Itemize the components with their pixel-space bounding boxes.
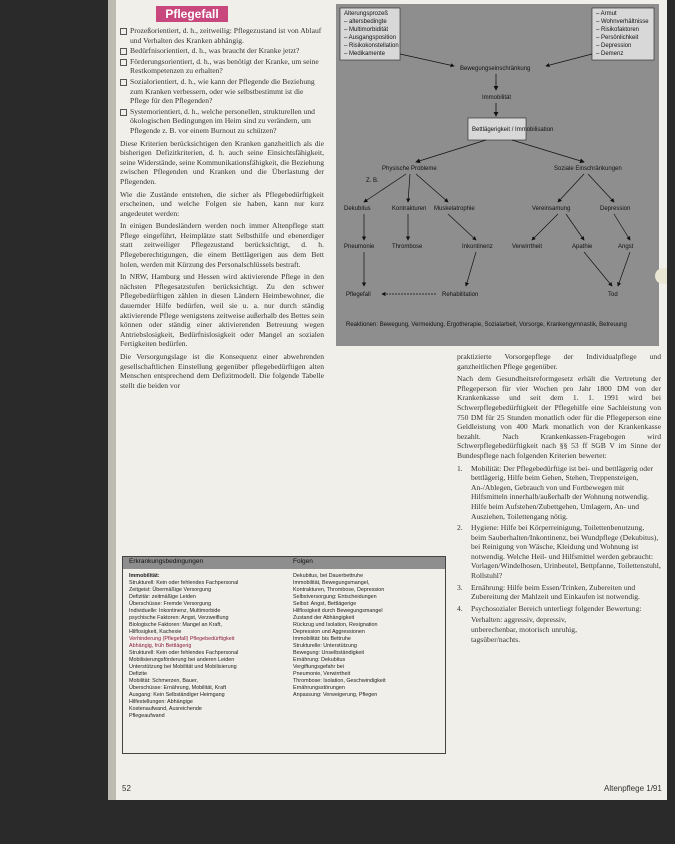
node-apathie: Apathie xyxy=(572,244,593,250)
right-box-line: – Persönlichkeit xyxy=(596,35,639,41)
table-cell: Defizitär: zeitmäßige Leiden xyxy=(129,594,196,600)
node-rehabilitation: Rehabilitation xyxy=(442,292,479,298)
table-cell: Kostenaufwand, Ausreichende xyxy=(129,706,202,712)
table-cell: Überschüsse: Fremde Versorgung xyxy=(129,601,212,607)
section-banner: Pflegefall xyxy=(156,6,228,22)
node-vereinsamung: Vereinsamung xyxy=(532,206,571,212)
table-cell: Dekubitus, bei Dauerbettruhe xyxy=(293,573,364,579)
table-cell: Abhängig, früh Bettlägerig xyxy=(129,643,192,649)
table-right-column xyxy=(293,573,386,699)
table-cell: Immobilität: bis Bettruhe xyxy=(293,636,351,642)
paragraph: In einigen Bundesländern werden noch immer Altenpflege statt Pflege eingeführt, Heimplätze statt Selbsthilfe und ebenerdiger statt zeitweiliger Pflegezustand berücksichtigt, d. h. Pflegeberechtigungen, die einem Bettlägerigen aus dem Bett holen, werden mit Kürzung des Personalschlüssels bestraft. xyxy=(120,221,324,269)
node-start: Bewegungseinschränkung xyxy=(460,66,531,72)
table-cell: psychische Faktoren: Angst, Verzweiflung xyxy=(129,615,229,621)
node-angst: Angst xyxy=(618,244,634,250)
table-cell: Unterstützung bei Mobilität und Mobilisierung xyxy=(129,664,237,670)
table-cell: Bewegung: Unselbständigkeit xyxy=(293,650,365,656)
table-cell: Rückzug und Isolation, Resignation xyxy=(293,622,378,628)
sub-item: unberechenbar, motorisch unruhig, xyxy=(471,625,577,635)
node-tod: Tod xyxy=(608,292,618,298)
table-cell: Thrombose: Isolation, Geschwindigkeit xyxy=(293,678,386,684)
table-cell: Hilflosigkeit durch Bewegungsmangel xyxy=(293,608,383,614)
table-cell: Hilflosigkeit, Kachexie xyxy=(129,629,182,635)
node-decubitus: Dekubitus xyxy=(344,206,371,212)
right-column xyxy=(457,352,661,644)
left-box-line: – Multimorbidität xyxy=(344,27,389,33)
node-depression: Depression xyxy=(600,206,631,212)
node-zb: Z. B. xyxy=(366,178,379,184)
table-cell: Mobilität: Schmerzen, Bauer, xyxy=(129,678,198,684)
table-cell: Zeitgeist: Übermäßige Versorgung xyxy=(129,587,212,593)
table-cell: Zustand der Abhängigkeit xyxy=(293,615,355,621)
legend-label: Reaktionen xyxy=(346,322,377,328)
node-atrophy: Muskelatrophie xyxy=(434,206,475,212)
list-item: Bedürfnisorientiert, d. h., was braucht der Kranke jetzt? xyxy=(120,46,324,56)
paragraph: In NRW, Hamburg und Hessen wird aktivierende Pflege in den nächsten Pflegesatzstufen berücksichtigt. Zu den schwer Pflegebedürftigen zählen in diesen Ländern Heimbewohner, die dauernder Hilfe bedürfen, weil sie u. a. nur durch ständig aktivierende Pflege wenigstens zeitweise außerhalb des Bettes sein können oder ständig einer aktivierenden Betreuung wegen Antriebslosigkeit, Bedürfnislosigkeit oder Mangel an sozialen Fertigkeiten bedürfen. xyxy=(120,272,324,349)
node-inkontinenz: Inkontinenz xyxy=(462,244,493,250)
sub-list xyxy=(457,615,661,644)
table-cell: Ernährung: Dekubitus xyxy=(293,657,346,663)
table-cell: Ernährungsstörungen xyxy=(293,685,345,691)
table-cell: Immobilität: xyxy=(129,573,160,579)
item-number: 1. xyxy=(457,463,463,473)
item-number: 2. xyxy=(457,523,463,533)
left-box-line: – altersbedingte xyxy=(344,19,387,25)
page-edge xyxy=(108,0,116,800)
table-cell: Selbst: Angst, Bettlägerige xyxy=(293,601,357,607)
paragraph: Die Versorgungslage ist die Konsequenz einer abwehrenden gesellschaftlichen Einstellung gegenüber pflegebedürftigen alten Menschen entsprechend dem Defizitmodell. Die folgende Tabelle stellt die beiden vor xyxy=(120,352,324,390)
list-item: Prozeßorientiert, d. h., zeitweilig: Pflegezustand ist von Ablauf und Verhalten des Kranken abhängig. xyxy=(120,26,324,45)
left-column xyxy=(120,26,324,393)
right-box-line: – Risikofaktoren xyxy=(596,27,640,33)
left-box-line: – Medikamente xyxy=(344,51,386,57)
table-cell: Depression und Aggressionen xyxy=(293,629,365,635)
table-cell: Hilfestellungen: Abhängige xyxy=(129,699,193,705)
node-contractures: Kontrakturen xyxy=(392,206,427,212)
node-verwirrtheit: Verwirrtheit xyxy=(512,244,543,250)
table-cell: Individuelle: Inkontinenz, Multimorbide xyxy=(129,608,221,614)
table-cell: Mobilisierungsförderung bei anderen Leiden xyxy=(129,657,235,663)
table-cell: Biologische Faktoren: Mangel an Kraft, xyxy=(129,622,222,628)
table-cell: Pflegeaufwand xyxy=(129,713,165,719)
paragraph: Diese Kriterien berücksichtigen den Kranken ganzheitlich als die bisherigen Defizitkriterien, d. h. auch seine Einsichtsfähigkeit, seine Widerstände, seine Kommunikationsfähigkeit, die Beziehung zwischen Pflegenden und Kranken und die Überlastung der Pflegenden. xyxy=(120,138,324,186)
right-box-line: – Wohnverhältnisse xyxy=(596,19,649,25)
list-item xyxy=(457,583,661,602)
paragraph: praktizierte Vorsorgepflege der Individualpflege und ganzheitlichen Pflege gegenüber. xyxy=(457,352,661,371)
table-cell: Anpassung: Verweigerung, Pflegen xyxy=(293,692,378,698)
item-number: 3. xyxy=(457,582,463,592)
list-item: Förderungsorientiert, d. h., was benötigt der Kranke, um seine Restkompetenzen zu erhalten? xyxy=(120,57,324,76)
paragraph: Nach dem Gesundheitsreformgesetz erhält die Vertretung der Pflegeperson für vier Wochen pro Jahr 1800 DM von der Krankenkasse und seit dem 1. 1. 1991 wird bei Schwerpflegebedürftigkeit der Pflegehilfe eine Sachleistung von 750 DM für 25 Stunden monatlich oder für die Pflegeperson eine Geldleistung von 400 Mark monatlich von der Krankenkasse bezahlt. Nach Krankenkassen-Fragebogen wird Schwerpflegebedürftigkeit nach §§ 53 ff SGB V im Sinne der Bundespflege nach folgenden Kriterien bewertet: xyxy=(457,374,661,460)
issue-label: Altenpflege 1/91 xyxy=(604,784,662,793)
node-immobility: Immobilität xyxy=(482,95,512,101)
diagram-legend: Reaktionen: Bewegung, Vermeidung, Ergotherapie, Sozialarbeit, Vorsorge, Krankengymnastik, Betreuung xyxy=(346,322,627,328)
sub-item: tagsüber/nachts. xyxy=(471,634,521,644)
table-cell: Strukturelle: Unterstützung xyxy=(293,643,357,649)
node-thrombosis: Thrombose xyxy=(392,244,423,250)
node-physical: Physische Probleme xyxy=(382,166,437,172)
table-cell: Überschüsse: Ernährung, Mobilität, Kraft xyxy=(129,685,227,691)
table-cell: Verhinderung (Pflegefall) Pflegebedürftigkeit xyxy=(129,636,235,642)
table-cell: Kontrakturen, Thrombose, Depression xyxy=(293,587,385,593)
table-cell: Strukturell: Kein oder fehlendes Fachpersonal xyxy=(129,580,239,586)
diagram-svg xyxy=(336,4,659,346)
list-item xyxy=(457,523,661,581)
right-box-line: – Armut xyxy=(596,11,617,17)
left-box-line: – Ausgangsposition xyxy=(344,35,397,41)
table-left-column xyxy=(129,573,238,720)
legend-text: Bewegung, Vermeidung, Ergotherapie, Sozialarbeit, Vorsorge, Krankengymnastik, Betreuung xyxy=(379,322,627,328)
table-cell: Selbstversorgung: Entscheidungen xyxy=(293,594,377,600)
item-text: Hygiene: Hilfe bei Körperreinigung, Toilettenbenutzung, beim Sauberhalten/Inkontinenz, bei Wundpflege (Dekubitus), bei Reinigung von Wäsche, Kleidung und Wohnung ist notwendig. Welche Heil- und Hilfsmittel werden gebraucht: Vorlagen/Windelhosen, Urinbeutel, Bettpfanne, Toilettenstuhl, Rollstuhl? xyxy=(471,523,661,581)
right-box-line: – Demenz xyxy=(596,51,624,57)
table-cell: Pneumonie, Verwirrtheit xyxy=(293,671,351,677)
node-bedridden: Bettlägerigkeit / Immobilisation xyxy=(472,127,554,133)
table-cell: Defizite xyxy=(129,671,147,677)
numbered-list xyxy=(457,464,661,614)
page-number: 52 xyxy=(122,784,131,793)
page-tab xyxy=(655,268,667,284)
left-box-line: Alterungsprozeß xyxy=(344,11,389,17)
paragraph: Wie die Zustände entstehen, die sicher als Pflegebedürftigkeit erscheinen, und welche Folgen sie haben, kann nur kurz angedeutet werden: xyxy=(120,189,324,218)
table-header xyxy=(123,557,445,569)
right-box-line: – Depression xyxy=(596,43,632,49)
item-text: Mobilität: Der Pflegebedürftige ist bei- und bettlägerig oder bettlägerig, Hilfe beim Gehen, Stehen, Treppensteigen, An-/Ablegen, Gebrauch von und Fortbewegen mit Hilfsmitteln innerhalb/außerhalb der Wohnung notwendig. Hilfe beim Aufstehen/Zubettgehen, Umlagern, An- und Ausziehen, Toilettengang nötig. xyxy=(471,463,653,521)
flow-diagram xyxy=(336,4,659,346)
table-header-left: Erkrankungsbedingungen xyxy=(129,558,204,565)
list-item xyxy=(457,604,661,614)
left-box-line: – Risikokonstellation xyxy=(344,43,399,49)
item-number: 4. xyxy=(457,603,463,613)
document-page xyxy=(108,0,667,800)
node-social: Soziale Einschränkungen xyxy=(554,166,622,172)
conditions-table xyxy=(122,556,446,754)
item-text: Psychosozialer Bereich unterliegt folgender Bewertung: xyxy=(471,603,642,613)
criteria-list xyxy=(120,26,324,136)
table-cell: Immobilität, Bewegungsmangel, xyxy=(293,580,370,586)
list-item: Systemorientiert, d. h., welche personellen, strukturellen und ökologischen Bedingungen im Heim sind zu verändern, um Pflegende z. B. vor einem Burnout zu schützen? xyxy=(120,107,324,136)
node-pneumonia: Pneumonie xyxy=(344,244,375,250)
node-pflegefall: Pflegefall xyxy=(346,292,371,298)
item-text: Ernährung: Hilfe beim Essen/Trinken, Zubereiten und Zubereitung der Mahlzeit und Einkaufen ist notwendig. xyxy=(471,582,640,602)
table-cell: Strukturell: Kein oder fehlendes Fachpersonal xyxy=(129,650,239,656)
table-header-right: Folgen xyxy=(293,558,313,565)
table-cell: Ausgang: Kein Selbständiger Heimgang xyxy=(129,692,225,698)
list-item xyxy=(457,464,661,522)
list-item: Sozialorientiert, d. h., wie kann der Pflegende die Beziehung zum Kranken verbessern, oder wie selbstbestimmt ist die Pflege für den Pflegenden? xyxy=(120,77,324,106)
table-cell: Vergiftungsgefahr bei xyxy=(293,664,344,670)
sub-item: Verhalten: aggressiv, depressiv, xyxy=(471,615,567,625)
